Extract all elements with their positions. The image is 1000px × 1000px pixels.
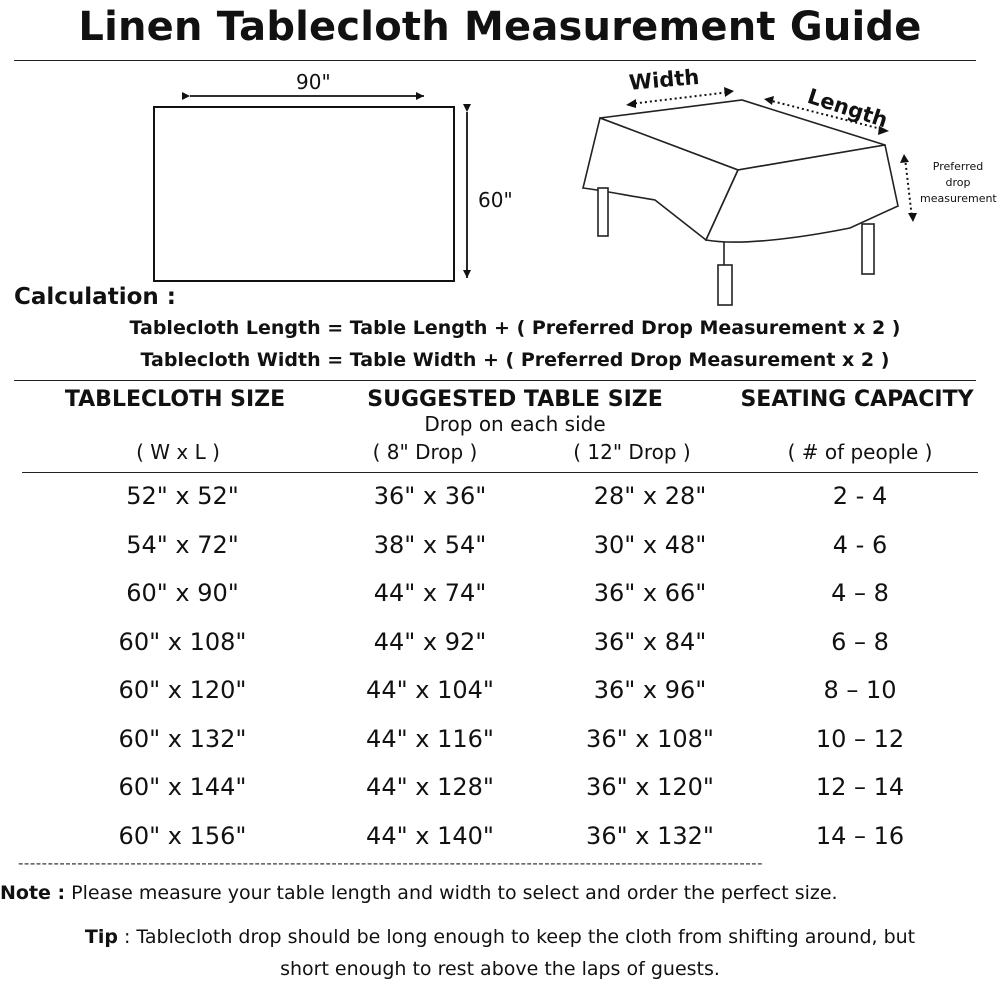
table-size-8in-drop-cell: 44" x 116": [366, 724, 494, 753]
seating-capacity-cell: 8 – 10: [823, 676, 897, 704]
seating-capacity-cell: 4 – 8: [831, 579, 889, 607]
tablecloth-size-cell: 52" x 52": [126, 482, 239, 510]
tablecloth-size-cell: 60" x 132": [118, 724, 247, 753]
flat-tablecloth-diagram: [0, 60, 560, 290]
width-dimension-label: 90": [296, 70, 331, 94]
tablecloth-size-cell: 60" x 144": [118, 773, 247, 801]
note-label: Note :: [0, 882, 66, 904]
tip-label: Tip: [84, 926, 118, 948]
calculation-divider: [14, 380, 976, 381]
note-text: Please measure your table length and width to select and order the perfect size.: [65, 882, 838, 904]
size-subheader: ( W x L ): [136, 440, 220, 464]
seating-subheader: ( # of people ): [787, 440, 933, 464]
seating-capacity-cell: 6 – 8: [831, 627, 889, 656]
header-suggested-table-size: SUGGESTED TABLE SIZE: [367, 387, 663, 412]
tablecloth-size-cell: 60" x 156": [118, 821, 247, 850]
tablecloth-size-cell: 60" x 90": [126, 579, 239, 607]
table-size-8in-drop-cell: 44" x 140": [366, 821, 494, 850]
page-title: Linen Tablecloth Measurement Guide: [78, 4, 922, 50]
table-size-8in-drop-cell: 44" x 128": [366, 773, 494, 801]
table-size-12in-drop-cell: 36" x 108": [586, 724, 714, 753]
table-size-8in-drop-cell: 38" x 54": [373, 530, 487, 559]
tablecloth-size-cell: 54" x 72": [126, 530, 239, 559]
table-size-12in-drop-cell: 36" x 84": [593, 627, 707, 656]
tablecloth-size-cell: 60" x 120": [118, 676, 247, 704]
table-length-label: Length: [804, 84, 891, 133]
header-divider: [22, 472, 978, 473]
tip-line-1: [0, 926, 1000, 948]
length-formula: Tablecloth Length = Table Length + ( Preferred Drop Measurement x 2 ): [129, 317, 901, 339]
table-size-12in-drop-cell: 36" x 132": [586, 821, 714, 850]
note: [0, 882, 1000, 904]
table-size-12in-drop-cell: 30" x 48": [593, 530, 707, 559]
drop-label-1: Preferred: [932, 160, 984, 173]
table-width-label: Width: [628, 64, 701, 95]
drop-label-3: measurement: [920, 192, 997, 205]
table-size-12in-drop-cell: 36" x 120": [586, 773, 714, 801]
drop-on-each-side: Drop on each side: [424, 412, 606, 436]
tablecloth-rectangle: [154, 107, 454, 281]
drop-label-2: drop: [945, 176, 971, 189]
table-size-8in-drop-cell: 44" x 74": [373, 579, 487, 607]
seating-capacity-cell: 12 – 14: [815, 773, 905, 801]
table-size-8in-drop-cell: 36" x 36": [373, 482, 487, 510]
table-size-8in-drop-cell: 44" x 92": [373, 627, 487, 656]
tip-text-1: : Tablecloth drop should be long enough to keep the cloth from shifting around, but: [117, 926, 916, 948]
header-tablecloth-size: TABLECLOTH SIZE: [64, 387, 286, 412]
tip-line-2: short enough to rest above the laps of guests.: [280, 958, 720, 980]
dashed-divider: ------------------------------------------------------------------------------------------------------------------------------: [18, 854, 763, 872]
tablecloth-size-cell: 60" x 108": [118, 627, 247, 656]
table-size-12in-drop-cell: 36" x 66": [593, 579, 707, 607]
calculation-heading: Calculation :: [14, 284, 176, 310]
seating-capacity-cell: 2 - 4: [832, 482, 888, 510]
seating-capacity-cell: 14 – 16: [815, 821, 905, 850]
table-size-8in-drop-cell: 44" x 104": [366, 676, 494, 704]
drop12-subheader: ( 12" Drop ): [573, 440, 691, 464]
drop8-subheader: ( 8" Drop ): [372, 440, 478, 464]
table-size-12in-drop-cell: 28" x 28": [593, 482, 707, 510]
width-formula: Tablecloth Width = Table Width + ( Preferred Drop Measurement x 2 ): [140, 349, 890, 371]
height-dimension-label: 60": [478, 188, 513, 212]
seating-capacity-cell: 10 – 12: [815, 724, 905, 753]
table-size-12in-drop-cell: 36" x 96": [593, 676, 707, 704]
seating-capacity-cell: 4 - 6: [832, 530, 888, 559]
header-seating-capacity: SEATING CAPACITY: [740, 387, 974, 412]
